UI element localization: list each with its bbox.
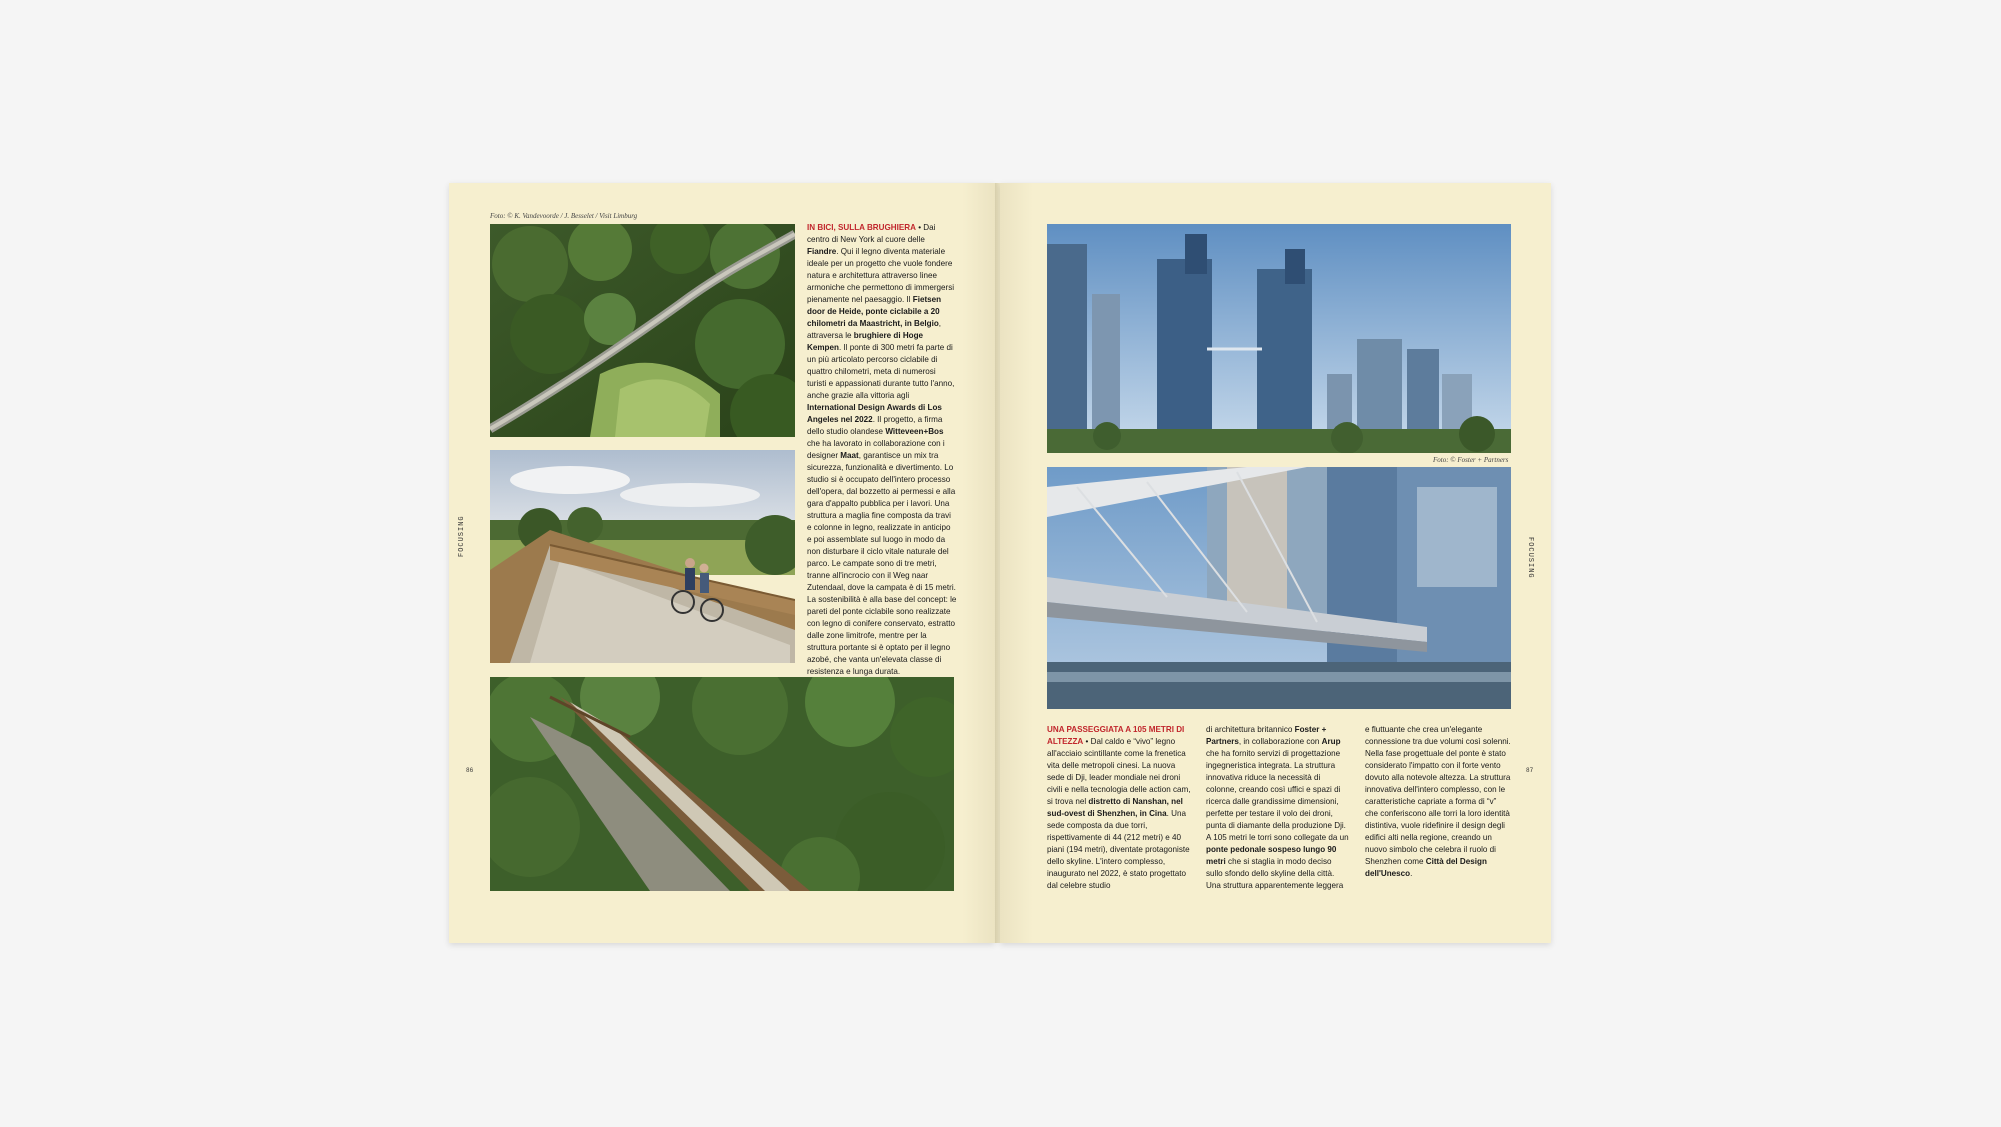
right-col3-bold-1: Città del Design dell'Unesco — [1365, 857, 1487, 878]
photo-dji-towers-image — [1047, 224, 1511, 453]
photo-bridge-through-forest — [490, 677, 954, 891]
left-article-text-4: . Il ponte di 300 metri fa parte di un più articolato percorso ciclabile di quattro chilometri, meta di numerosi turisti e appassionati durante tutto l'anno, anche grazie alla vittoria agli — [807, 343, 955, 400]
right-col1-text-1: • Dal caldo e “vivo” legno all'acciaio scintillante come la frenetica vita delle metropoli cinesi. La nuova sede di Dji, leader mondiale nei droni civili e nella tecnologia delle action cam, si trova nel — [1047, 737, 1191, 806]
left-article-text-6: che ha lavorato in collaborazione con i designer — [807, 439, 945, 460]
left-article-bold-4: International Design Awards di Los Angeles nel 2022 — [807, 403, 942, 424]
left-article-text-5: . Il progetto, a firma dello studio olandese — [807, 415, 943, 436]
left-article-text — [807, 222, 957, 678]
photo-cyclists-on-bridge-image — [490, 450, 795, 663]
right-col2-text-2: , in collaborazione con — [1238, 737, 1322, 746]
right-col2-text-4: che si staglia in modo deciso sullo sfondo dello skyline della città. Una struttura apparentemente leggera — [1206, 857, 1344, 890]
right-photo-credit: Foto: © Foster + Partners — [1433, 456, 1509, 464]
right-col2-text-1: di architettura britannico — [1206, 725, 1295, 734]
photo-bridge-through-forest-image — [490, 677, 954, 891]
left-article-bold-5: Witteveen+Bos — [885, 427, 944, 436]
right-col1-text-2: . Una sede composta da due torri, rispettivamente di 44 (212 metri) e 40 piani (194 metri), diventate protagoniste dello skyline. L'intero complesso, inaugurato nel 2022, è stato progettato dal celebre studio — [1047, 809, 1190, 890]
right-article-kicker: UNA PASSEGGIATA A 105 METRI DI ALTEZZA — [1047, 725, 1185, 746]
right-col3-text-1: e fluttuante che crea un'elegante connessione tra due volumi così solenni. Nella fase progettuale del ponte è stato considerato l'impatto con il forte vento dovuto alla notevole altezza. La struttura innovativa dell'intero complesso, con le caratteristiche capriate a forma di “v” che conferiscono alle torri la loro identità distintiva, vuole ridefinire il design degli edifici alti nella regione, creando un nuovo simbolo che celebra il ruolo di Shenzhen come — [1365, 725, 1511, 866]
right-col1-bold-1: distretto di Nanshan, nel sud-ovest di Shenzhen, in Cina — [1047, 797, 1183, 818]
right-article-column-1 — [1047, 724, 1191, 892]
left-article-text-1: • Dai centro di New York al cuore delle — [807, 223, 936, 244]
left-article-text-7: , garantisce un mix tra sicurezza, funzionalità e divertimento. Lo studio si è occupato dell'intero processo dell'opera, dal bozzetto ai permessi e alla gara d'appalto pubblica per i lavori. Una struttura a maglia fine composta da travi e colonne in legno, realizzate in anticipo e poi assemblate sul luogo in modo da non disturbare il ciclo vitale naturale del parco. Le campate sono di tre metri, tranne all'incrocio con il Weg naar Zutendaal, dove la campata è di 15 metri. La sostenibilità è alla base del concept: le pareti del ponte ciclabile sono realizzate con legno di conifere conservato, estratto dalle zone limitrofe, mentre per la struttura portante si è optato per il legno azobé, che vanta un'elevata classe di resistenza e lunga durata. — [807, 451, 957, 676]
left-article-text-2: . Qui il legno diventa materiale ideale per un progetto che vuole fondere natura e architettura attraverso linee armoniche che permettono di immergersi pienamente nel paesaggio. Il — [807, 247, 955, 304]
photo-dji-towers — [1047, 224, 1511, 453]
left-section-label: FOCUSING — [458, 515, 466, 557]
photo-aerial-bike-bridge — [490, 224, 795, 437]
left-article-text-3: , attraversa le — [807, 319, 942, 340]
left-photo-credit: Foto: © K. Vandevoorde / J. Besselet / Visit Limburg — [490, 212, 638, 220]
left-article-kicker: IN BICI, SULLA BRUGHIERA — [807, 223, 916, 232]
left-article-bold-1: Fiandre — [807, 247, 837, 256]
right-col3-text-2: . — [1410, 869, 1413, 878]
right-col2-text-3: che ha fornito servizi di progettazione ingegneristica integrata. La struttura innovativa riduce la necessità di colonne, creando così uffici e spazi di ricerca dalle grandissime dimensioni, perfette per testare il volo dei droni, punta di diamante della produzione Dji. A 105 metri le torri sono collegate da un — [1206, 749, 1349, 842]
right-section-label: FOCUSING — [1526, 537, 1534, 579]
left-page-number: 86 — [466, 767, 474, 774]
right-col2-bold-1: Foster + Partners — [1206, 725, 1327, 746]
right-col2-bold-2: Arup — [1321, 737, 1341, 746]
right-article-column-3 — [1365, 724, 1511, 880]
right-page-number: 87 — [1526, 767, 1534, 774]
right-col2-bold-3: ponte pedonale sospeso lungo 90 metri — [1206, 845, 1337, 866]
right-article-column-2 — [1206, 724, 1350, 892]
photo-cyclists-on-bridge — [490, 450, 795, 663]
left-article-bold-3: brughiere di Hoge Kempen — [807, 331, 924, 352]
left-article-bold-2: Fietsen door de Heide, ponte ciclabile a 20 chilometri da Maastricht, in Belgio — [807, 295, 942, 328]
photo-suspended-skybridge — [1047, 467, 1511, 709]
photo-aerial-bike-bridge-image — [490, 224, 795, 437]
photo-suspended-skybridge-image — [1047, 467, 1511, 709]
left-article-bold-6: Maat — [840, 451, 859, 460]
